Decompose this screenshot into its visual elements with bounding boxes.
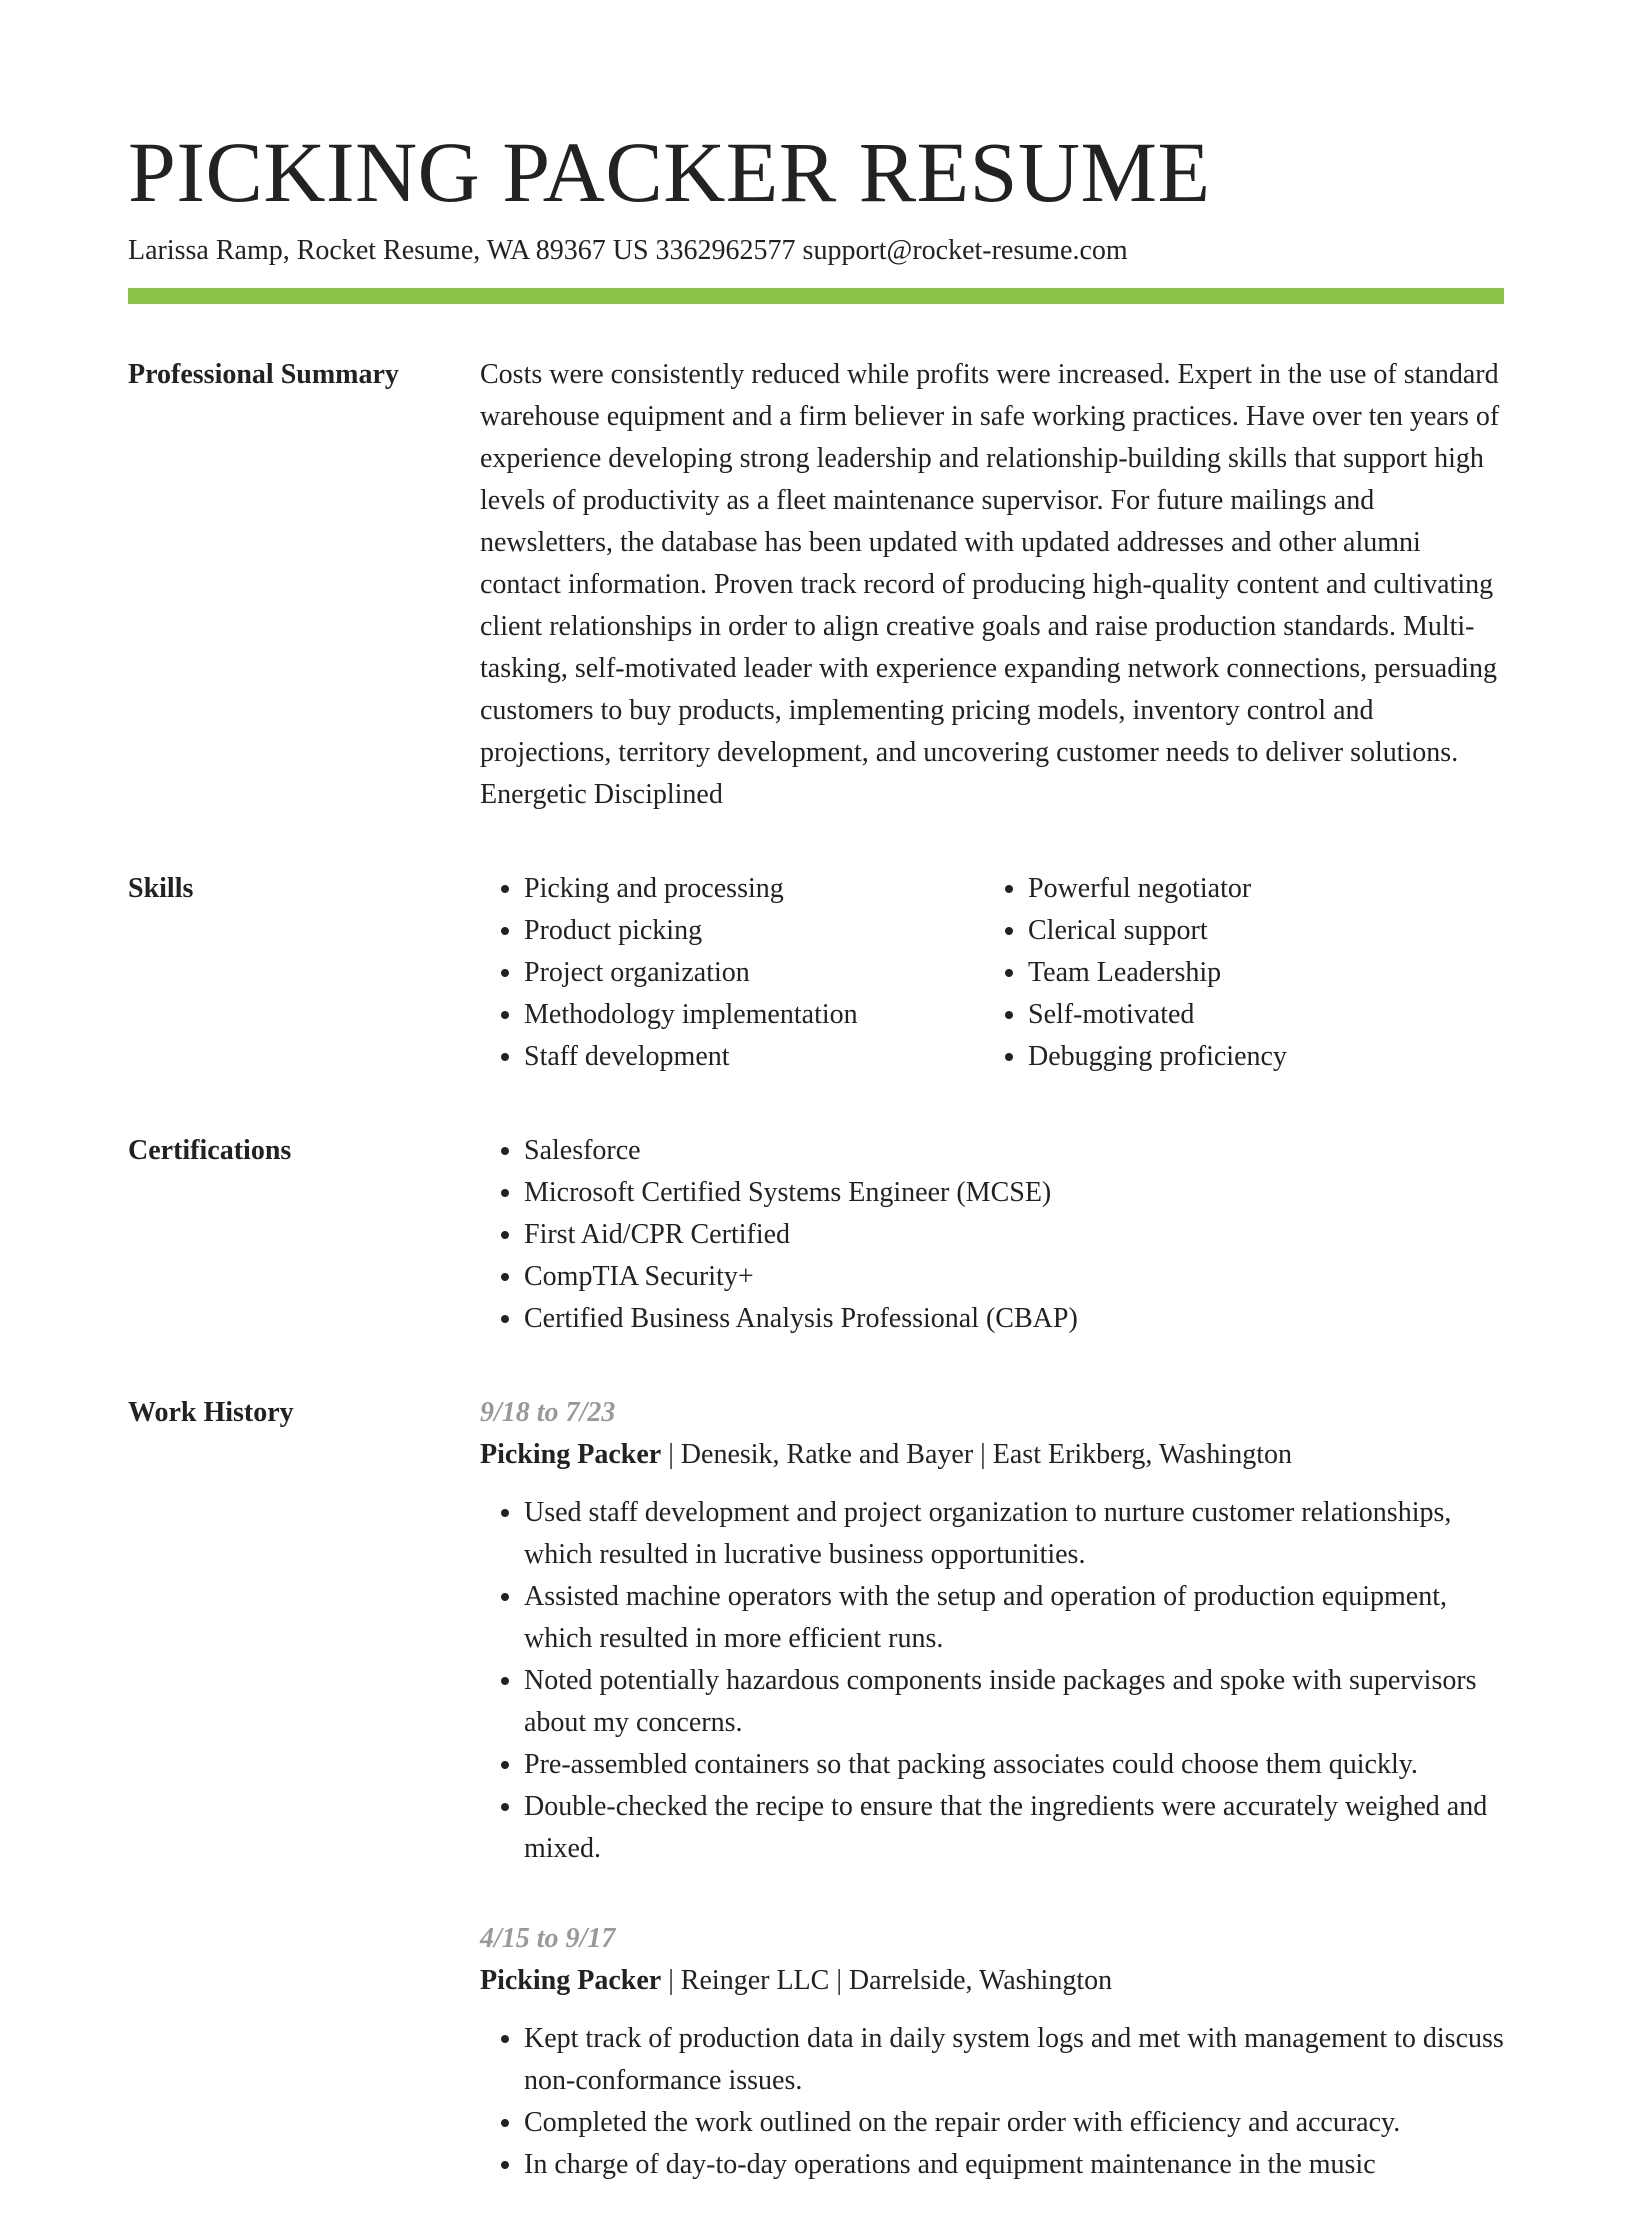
job-title: Picking Packer <box>480 1439 662 1470</box>
job-date: 4/15 to 9/17 <box>480 1923 616 1954</box>
skill-item: • Methodology implementation <box>524 994 984 1036</box>
job-heading <box>480 1960 1504 2002</box>
skills-list-right <box>984 868 1488 1078</box>
summary-section <box>128 354 1504 816</box>
job-duty-item: • Pre-assembled containers so that packing associates could choose them quickly. <box>524 1744 1504 1786</box>
resume-title: PICKING PACKER RESUME <box>128 124 1211 220</box>
skill-item: • Clerical support <box>1028 910 1488 952</box>
job-title: Picking Packer <box>480 1965 662 1996</box>
job-duties-list <box>480 1492 1504 1870</box>
accent-rule <box>128 288 1504 304</box>
skill-item: • Self-motivated <box>1028 994 1488 1036</box>
certification-item: • Salesforce <box>524 1130 1504 1172</box>
job-entry <box>480 1392 1504 1870</box>
skill-item: • Product picking <box>524 910 984 952</box>
work-history-section <box>128 1392 1504 2234</box>
job-company-location: | Denesik, Ratke and Bayer | East Erikberg, Washington <box>661 1439 1292 1470</box>
skills-section <box>128 868 1504 1078</box>
job-duty-item: • Double-checked the recipe to ensure that the ingredients were accurately weighed and mixed. <box>524 1786 1504 1870</box>
job-duties-list <box>480 2018 1504 2186</box>
skill-item: • Project organization <box>524 952 984 994</box>
section-label-certifications: Certifications <box>128 1135 292 1166</box>
job-duty-item: • Completed the work outlined on the repair order with efficiency and accuracy. <box>524 2102 1504 2144</box>
job-heading <box>480 1434 1504 1476</box>
skill-item: • Picking and processing <box>524 868 984 910</box>
work-history-content <box>480 1392 1504 2234</box>
skill-item: • Debugging proficiency <box>1028 1036 1488 1078</box>
job-entry <box>480 1918 1504 2186</box>
certifications-list <box>480 1130 1504 1340</box>
certification-item: • Certified Business Analysis Professional (CBAP) <box>524 1298 1504 1340</box>
skill-item: • Powerful negotiator <box>1028 868 1488 910</box>
job-duty-item: • In charge of day-to-day operations and equipment maintenance in the music <box>524 2144 1504 2186</box>
certification-item: • Microsoft Certified Systems Engineer (MCSE) <box>524 1172 1504 1214</box>
section-label-skills: Skills <box>128 873 194 904</box>
summary-text: Costs were consistently reduced while profits were increased. Expert in the use of standard warehouse equipment and a firm believer in safe working practices. Have over ten years of experience developing strong leadership and relationship-building skills that support high levels of productivity as a fleet maintenance supervisor. For future mailings and newsletters, the database has been updated with updated addresses and other alumni contact information. Proven track record of producing high-quality content and cultivating client relationships in order to align creative goals and raise production standards. Multi-tasking, self-motivated leader with experience expanding network connections, persuading customers to buy products, implementing pricing models, inventory control and projections, territory development, and uncovering customer needs to deliver solutions. Energetic Disciplined <box>480 359 1500 810</box>
section-label-work-history: Work History <box>128 1397 294 1428</box>
certification-item: • CompTIA Security+ <box>524 1256 1504 1298</box>
job-duty-item: • Noted potentially hazardous components inside packages and spoke with supervisors about my concerns. <box>524 1660 1504 1744</box>
certifications-content <box>480 1130 1504 1340</box>
certifications-section <box>128 1130 1504 1340</box>
resume-page <box>128 0 1504 2234</box>
skill-item: • Team Leadership <box>1028 952 1488 994</box>
contact-line: Larissa Ramp, Rocket Resume, WA 89367 US 3362962577 support@rocket-resume.com <box>128 235 1128 266</box>
job-duty-item: • Kept track of production data in daily system logs and met with management to discuss non-conformance issues. <box>524 2018 1504 2102</box>
job-duty-item: • Assisted machine operators with the setup and operation of production equipment, which resulted in more efficient runs. <box>524 1576 1504 1660</box>
job-date: 9/18 to 7/23 <box>480 1397 616 1428</box>
section-label-summary: Professional Summary <box>128 359 399 390</box>
summary-content <box>480 354 1504 816</box>
skills-content <box>480 868 1504 1078</box>
certification-item: • First Aid/CPR Certified <box>524 1214 1504 1256</box>
job-duty-item: • Used staff development and project organization to nurture customer relationships, which resulted in lucrative business opportunities. <box>524 1492 1504 1576</box>
job-company-location: | Reinger LLC | Darrelside, Washington <box>661 1965 1113 1996</box>
skill-item: • Staff development <box>524 1036 984 1078</box>
skills-list-left <box>480 868 984 1078</box>
